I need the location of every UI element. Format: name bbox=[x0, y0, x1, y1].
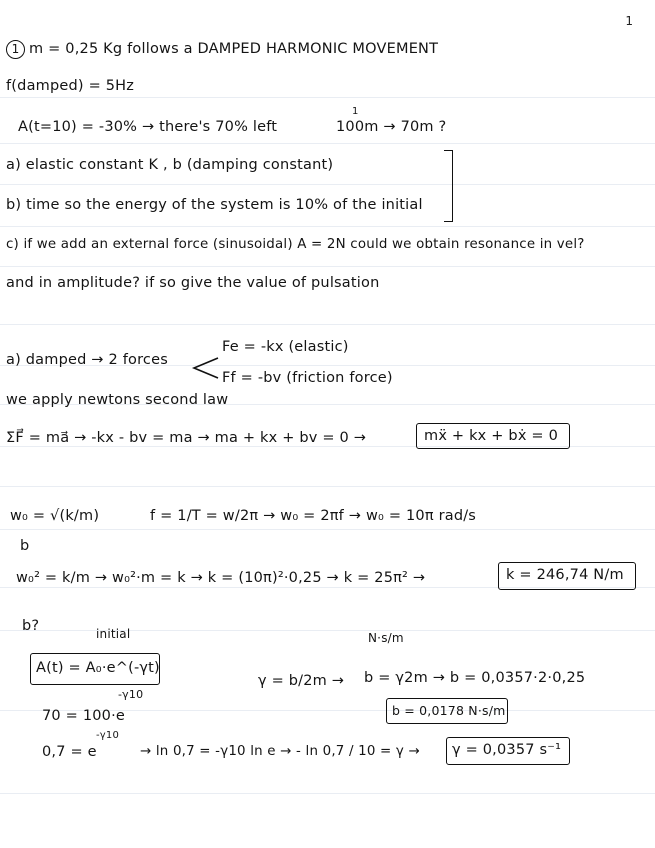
question-c: c) if we add an external force (sinusoidal) A = 2N could we obtain resonance in vel? bbox=[6, 237, 585, 252]
exponent-note: -γ10 bbox=[118, 688, 144, 701]
k-result: k = 246,74 N/m bbox=[506, 567, 624, 583]
amplitude-equation: A(t) = A₀·e^(-γt) bbox=[36, 660, 160, 676]
frequency-relation: f = 1/T = w/2π → w₀ = 2πf → w₀ = 10π rad/s bbox=[150, 508, 477, 524]
equation-boxed: mẍ + kx + bẋ = 0 bbox=[424, 428, 558, 444]
solution-a-heading: a) damped → 2 forces bbox=[6, 352, 168, 368]
problem-number-circle: 1 bbox=[6, 40, 25, 59]
spring-constant-derivation: w₀² = k/m → w₀²·m = k → k = (10π)²·0,25 → k = 25π² → bbox=[16, 570, 426, 586]
newton-law-note: we apply newtons second law bbox=[6, 392, 229, 408]
question-c-continued: and in amplitude? if so give the value of pulsation bbox=[6, 275, 380, 291]
initial-label: initial bbox=[96, 627, 131, 641]
problem-line-frequency: f(damped) = 5Hz bbox=[6, 78, 135, 94]
page-number: 1 bbox=[625, 14, 633, 28]
question-a: a) elastic constant K , b (damping constant) bbox=[6, 157, 334, 173]
equation-70: 70 = 100·e bbox=[42, 708, 126, 724]
b-calculation: b = γ2m → b = 0,0357·2·0,25 bbox=[364, 670, 586, 686]
stray-mark: b bbox=[20, 538, 30, 554]
equation-0-7-exponent: -γ10 bbox=[96, 730, 120, 741]
gamma-result: γ = 0,0357 s⁻¹ bbox=[452, 742, 562, 758]
b-result: b = 0,0178 N·s/m bbox=[392, 703, 506, 718]
solution-b-heading: b? bbox=[22, 618, 40, 634]
elastic-force: Fe = -kx (elastic) bbox=[222, 339, 349, 355]
problem-line-ratio: 100m → 70m ? bbox=[336, 119, 447, 135]
unit-label: N·s/m bbox=[368, 631, 404, 645]
problem-text-mass: m = 0,25 Kg follows a DAMPED HARMONIC MOVEMENT bbox=[29, 41, 439, 57]
amplitude-mark: 1 bbox=[352, 106, 359, 117]
log-derivation: → ln 0,7 = -γ10 ln e → - ln 0,7 / 10 = γ → bbox=[140, 744, 420, 759]
gamma-definition: γ = b/2m → bbox=[258, 673, 345, 689]
friction-force: Ff = -bv (friction force) bbox=[222, 370, 393, 386]
problem-line-amplitude: A(t=10) = -30% → there's 70% left bbox=[18, 119, 278, 135]
equation-0-7: 0,7 = e bbox=[42, 744, 97, 760]
natural-frequency-definition: w₀ = √(k/m) bbox=[10, 508, 100, 524]
equation-of-motion: ΣF⃗ = ma⃗ → -kx - bv = ma → ma + kx + bv = 0 → bbox=[6, 430, 367, 446]
question-b: b) time so the energy of the system is 10% of the initial bbox=[6, 197, 423, 213]
